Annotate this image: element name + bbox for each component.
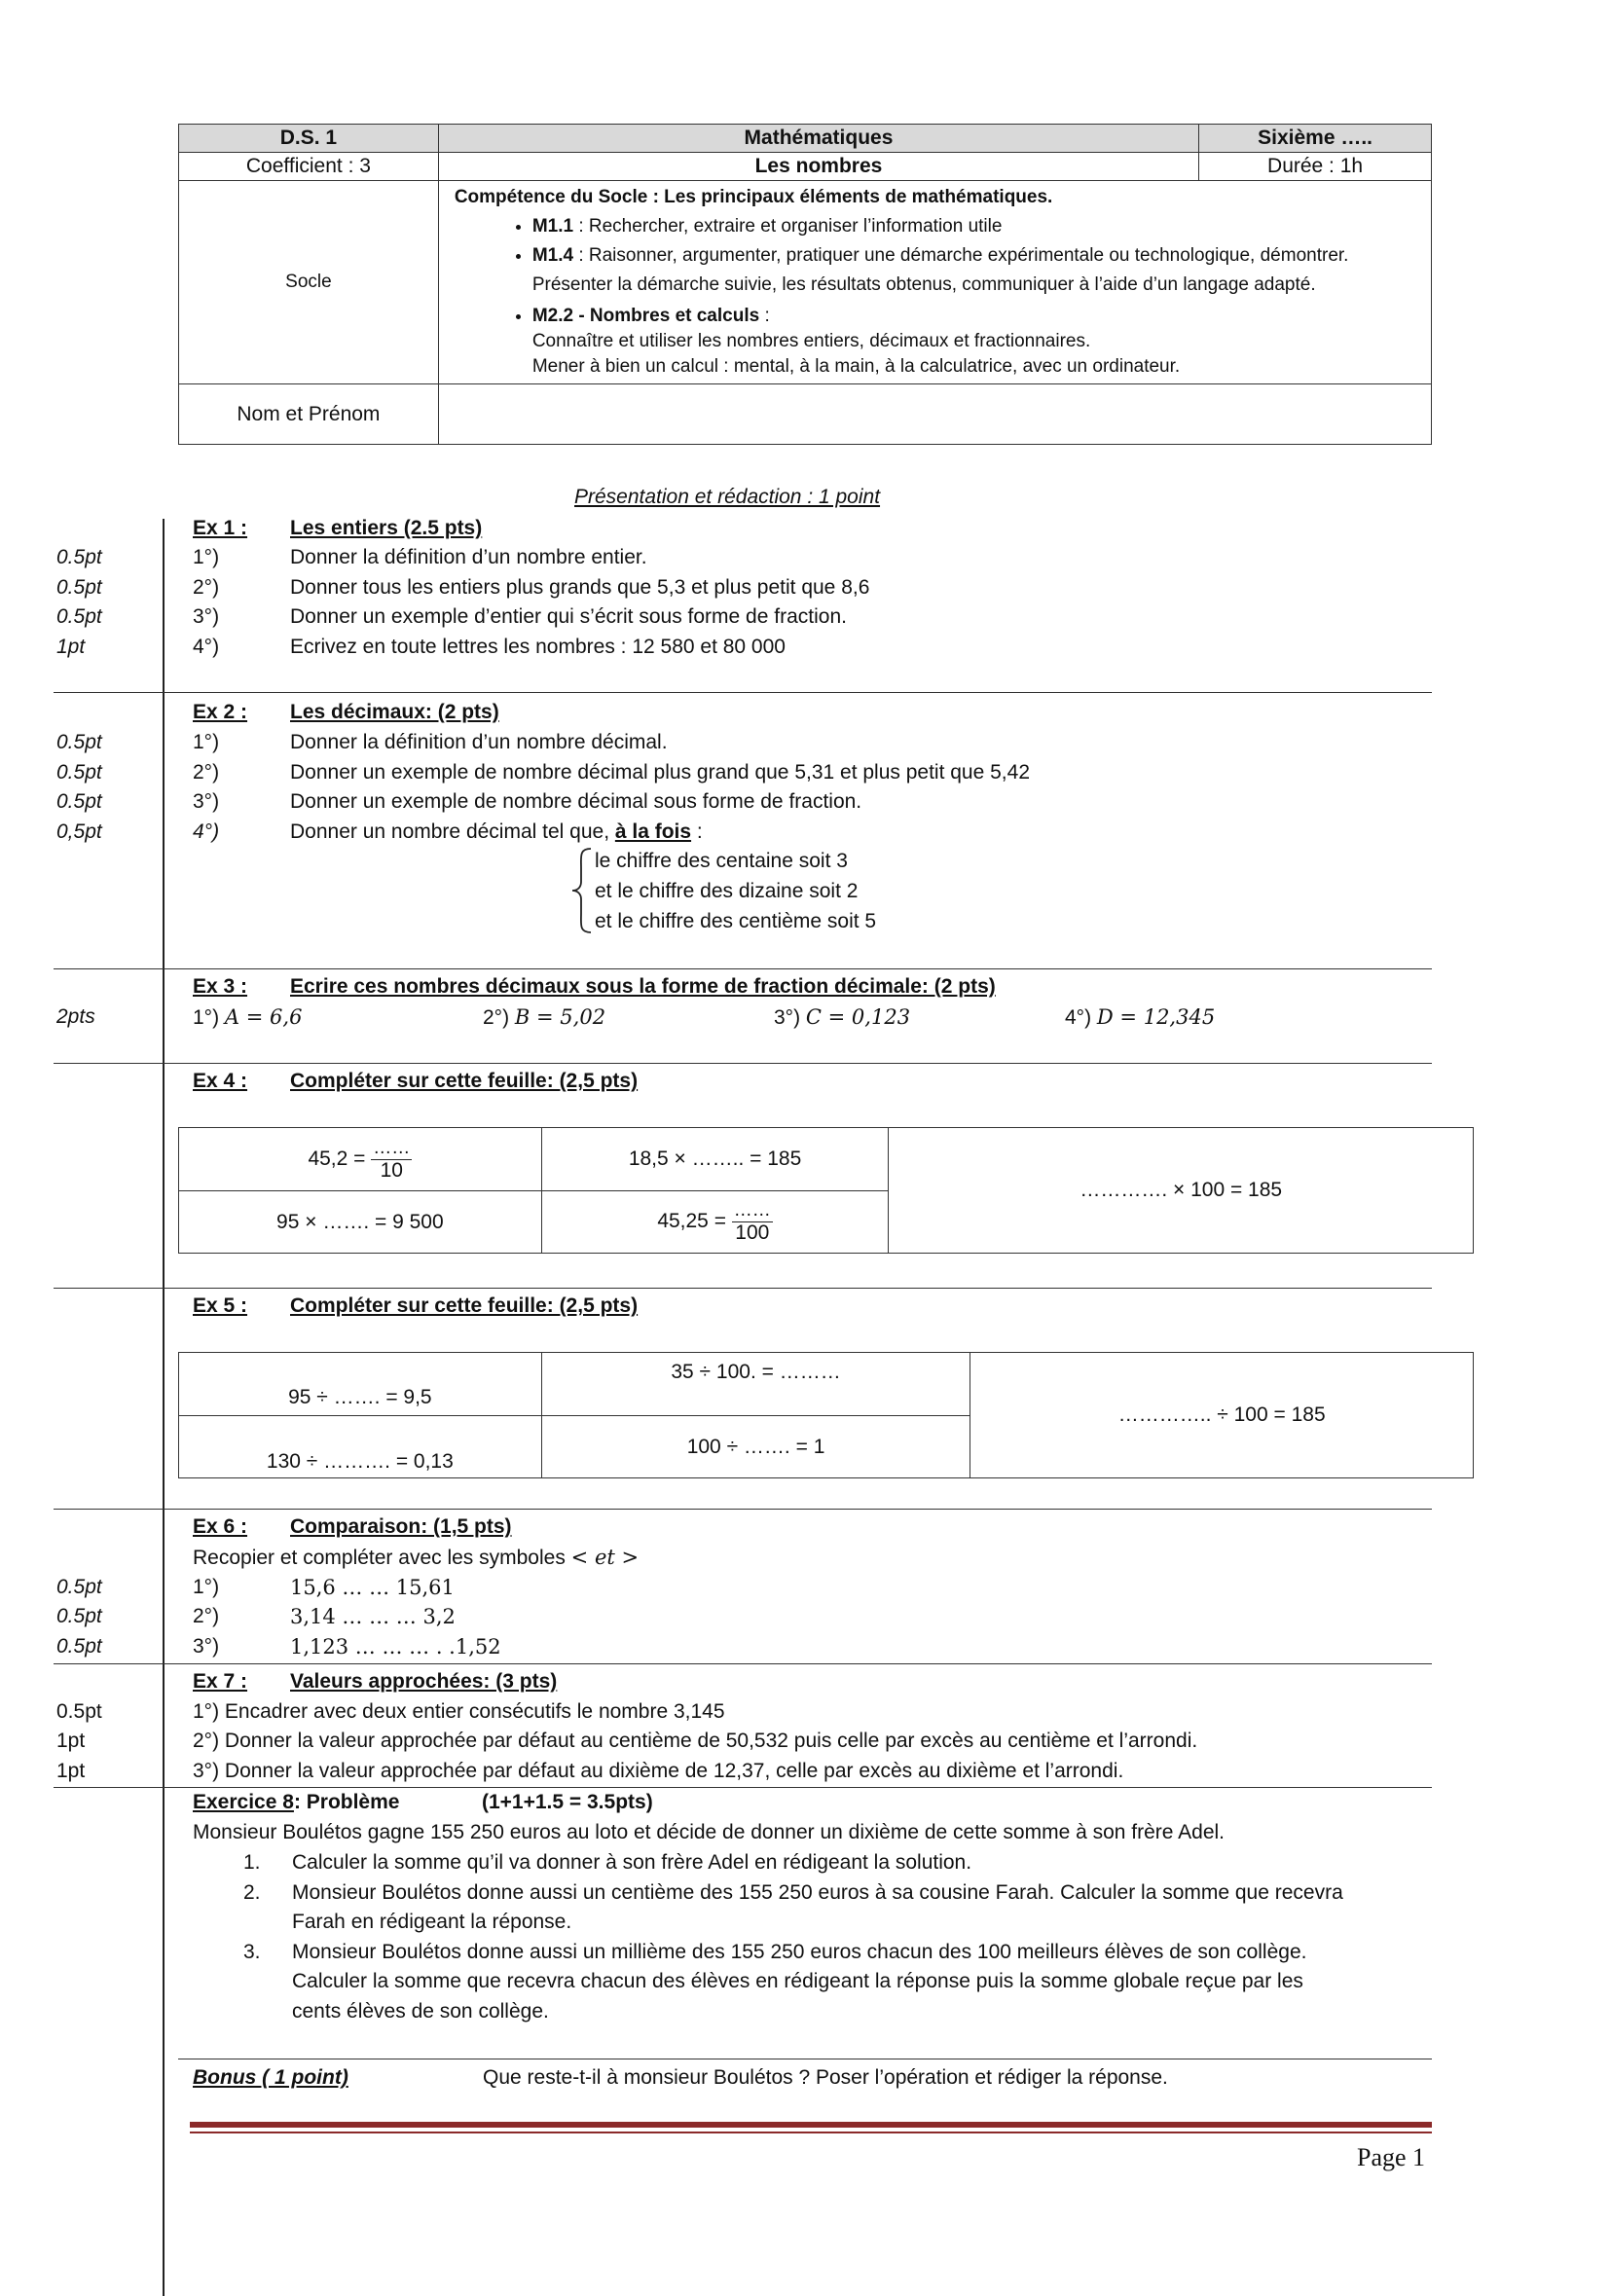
- name-label: Nom et Prénom: [179, 384, 439, 445]
- ex2-points: 0.5pt: [56, 731, 102, 753]
- ex5-cell[interactable]: ………….. ÷ 100 = 185: [970, 1353, 1474, 1478]
- ex8-item-number: 2.: [243, 1881, 261, 1904]
- ex5-grid: [178, 1352, 1474, 1478]
- ex2-condition: et le chiffre des dizaine soit 2: [595, 880, 859, 902]
- ex8-item-line: Farah en rédigeant la réponse.: [292, 1911, 572, 1933]
- name-field[interactable]: [438, 384, 1431, 445]
- ex2-question: Donner un exemple de nombre décimal plus grand que 5,31 et plus petit que 5,42: [290, 761, 1030, 784]
- ex2-item-number: 4°): [193, 820, 220, 843]
- ex5-cell[interactable]: 100 ÷ ……. = 1: [541, 1416, 970, 1478]
- topic-label: Les nombres: [438, 153, 1198, 181]
- ex7-title: Valeurs approchées: (3 pts): [290, 1670, 558, 1693]
- subject-label: Mathématiques: [438, 125, 1198, 153]
- bonus-text: Que reste-t-il à monsieur Boulétos ? Poser l’opération et rédiger la réponse.: [483, 2066, 1168, 2089]
- competences-cell: [438, 181, 1431, 384]
- ex8-item-line: Monsieur Boulétos donne aussi un millième des 155 250 euros chacun des 100 meilleurs élèves de son collège.: [292, 1941, 1307, 1963]
- ex3-number: Ex 3 :: [193, 975, 248, 998]
- ex8-intro: Monsieur Boulétos gagne 155 250 euros au loto et décide de donner un dixième de cette somme à son frère Adel.: [193, 1821, 1226, 1843]
- ex1-item-number: 1°): [193, 546, 220, 568]
- ex8-item-line: Monsieur Boulétos donne aussi un centième des 155 250 euros à sa cousine Farah. Calculer la somme que recevra: [292, 1881, 1343, 1904]
- separator: [54, 1663, 1432, 1664]
- ex5-cell[interactable]: 35 ÷ 100. = ………: [541, 1353, 970, 1416]
- ex2-question: Donner un exemple de nombre décimal sous forme de fraction.: [290, 790, 862, 813]
- ex8-item-number: 3.: [243, 1941, 261, 1963]
- separator: [54, 968, 1432, 969]
- ex1-points: 1pt: [56, 636, 86, 658]
- ex2-points: 0.5pt: [56, 790, 102, 813]
- competence-title: Compétence du Socle : Les principaux éléments de mathématiques.: [454, 187, 1053, 207]
- ex3-points: 2pts: [56, 1005, 95, 1028]
- competence-item: • M1.1 : Rechercher, extraire et organiser l’information utile: [532, 212, 1417, 241]
- ex6-expression: 1,123 … … … . .1,52: [290, 1635, 501, 1658]
- competence-item: • M2.2 - Nombres et calculs : Connaître et utiliser les nombres entiers, décimaux et fractionnaires. Mener à bien un calcul : mental, à la main, à la calculatrice, avec un ordinateur.: [532, 304, 1417, 380]
- ex7-points: 1pt: [56, 1730, 86, 1752]
- socle-label: Socle: [179, 181, 439, 384]
- footer-rule: [190, 2132, 1432, 2133]
- ex2-points: 0.5pt: [56, 761, 102, 784]
- ex2-points: 0,5pt: [56, 820, 102, 843]
- ex5-title: Compléter sur cette feuille: (2,5 pts): [290, 1294, 639, 1317]
- competence-list: [455, 212, 1417, 380]
- ex6-item-number: 2°): [193, 1605, 220, 1627]
- ex2-item-number: 2°): [193, 761, 220, 784]
- ex1-points: 0.5pt: [56, 546, 102, 568]
- ex3-item: 4°) D = 12,345: [1065, 1005, 1216, 1029]
- duration-label: Durée : 1h: [1199, 153, 1432, 181]
- ex2-question: Donner un nombre décimal tel que, à la fois :: [290, 820, 703, 843]
- competence-item: • M1.4 : Raisonner, argumenter, pratiquer une démarche expérimentale ou technologique, démontrer. Présenter la démarche suivie, les résultats obtenus, communiquer à l’aide d’un langage adapté.: [532, 241, 1417, 300]
- ex6-number: Ex 6 :: [193, 1515, 248, 1538]
- ex5-number: Ex 5 :: [193, 1294, 248, 1317]
- header-table: [178, 124, 1432, 445]
- ex4-cell[interactable]: 18,5 × …….. = 185: [541, 1128, 889, 1191]
- ex8-title: Exercice 8: Problème: [193, 1791, 400, 1813]
- ex7-question: 3°) Donner la valeur approchée par défaut au dixième de 12,37, celle par excès au dixième et l’arrondi.: [193, 1760, 1124, 1782]
- ex5-cell[interactable]: 95 ÷ ……. = 9,5: [179, 1353, 542, 1416]
- ex2-title: Les décimaux: (2 pts): [290, 701, 499, 723]
- ex1-question: Donner un exemple d’entier qui s’écrit sous forme de fraction.: [290, 605, 847, 628]
- ex1-question: Donner tous les entiers plus grands que 5,3 et plus petit que 8,6: [290, 576, 870, 599]
- ex1-question: Ecrivez en toute lettres les nombres : 12 580 et 80 000: [290, 636, 786, 658]
- ex2-item-number: 3°): [193, 790, 220, 813]
- ex1-question: Donner la définition d’un nombre entier.: [290, 546, 647, 568]
- ex3-item: 1°) A = 6,6: [193, 1005, 303, 1029]
- ex8-item-line: Calculer la somme que recevra chacun des élèves en rédigeant la réponse puis la somme globale reçue par les: [292, 1970, 1303, 1992]
- ex4-cell[interactable]: 95 × ……. = 9 500: [179, 1191, 542, 1254]
- ex4-title: Compléter sur cette feuille: (2,5 pts): [290, 1070, 639, 1092]
- ex6-expression: 15,6 … … 15,61: [290, 1576, 455, 1599]
- ex3-item: 3°) C = 0,123: [774, 1005, 911, 1029]
- ex4-cell[interactable]: 45,2 = $\frac{\dots\dots}{10}$: [179, 1128, 542, 1191]
- coefficient-label: Coefficient : 3: [179, 153, 439, 181]
- presentation-note: Présentation et rédaction : 1 point: [574, 486, 881, 508]
- ex8-item-line: cents élèves de son collège.: [292, 2000, 549, 2023]
- ex2-item-number: 1°): [193, 731, 220, 753]
- ex2-condition: et le chiffre des centième soit 5: [595, 910, 877, 932]
- ex4-grid: [178, 1127, 1474, 1254]
- ex7-number: Ex 7 :: [193, 1670, 248, 1693]
- ex6-title: Comparaison: (1,5 pts): [290, 1515, 512, 1538]
- ex4-cell[interactable]: …………. × 100 = 185: [889, 1128, 1474, 1254]
- ex6-points: 0.5pt: [56, 1605, 102, 1627]
- ex8-points: (1+1+1.5 = 3.5pts): [482, 1791, 653, 1813]
- separator: [54, 692, 1432, 693]
- ex3-title: Ecrire ces nombres décimaux sous la forme de fraction décimale: (2 pts): [290, 975, 996, 998]
- ex7-points: 1pt: [56, 1760, 86, 1782]
- ds-label: D.S. 1: [179, 125, 439, 153]
- ex2-number: Ex 2 :: [193, 701, 248, 723]
- ex1-item-number: 4°): [193, 636, 220, 658]
- ex6-expression: 3,14 … … … 3,2: [290, 1605, 456, 1628]
- level-label: Sixième …..: [1199, 125, 1432, 153]
- separator: [54, 1509, 1432, 1510]
- separator: [54, 1787, 1432, 1788]
- ex1-points: 0.5pt: [56, 605, 102, 628]
- ex1-title: Les entiers (2.5 pts): [290, 517, 483, 539]
- ex2-question: Donner la définition d’un nombre décimal.: [290, 731, 668, 753]
- ex6-item-number: 1°): [193, 1576, 220, 1598]
- ex8-item-line: Calculer la somme qu’il va donner à son frère Adel en rédigeant la solution.: [292, 1851, 972, 1874]
- ex6-points: 0.5pt: [56, 1635, 102, 1658]
- ex6-item-number: 3°): [193, 1635, 220, 1658]
- ex8-item-number: 1.: [243, 1851, 261, 1874]
- footer-rule: [190, 2122, 1432, 2128]
- ex6-points: 0.5pt: [56, 1576, 102, 1598]
- ex4-number: Ex 4 :: [193, 1070, 248, 1092]
- ex7-points: 0.5pt: [56, 1700, 102, 1723]
- ex1-item-number: 3°): [193, 605, 220, 628]
- page-number: Page 1: [1357, 2143, 1426, 2171]
- ex4-cell[interactable]: 45,25 = $\frac{\dots\dots}{100}$: [541, 1191, 889, 1254]
- ex2-condition: le chiffre des centaine soit 3: [595, 850, 848, 872]
- ex5-cell[interactable]: 130 ÷ ………. = 0,13: [179, 1416, 542, 1478]
- ex7-question: 2°) Donner la valeur approchée par défaut au centième de 50,532 puis celle par excès au centième et l’arrondi.: [193, 1730, 1198, 1752]
- ex6-instruction: Recopier et compléter avec les symboles < et >: [193, 1546, 640, 1569]
- ex7-question: 1°) Encadrer avec deux entier consécutifs le nombre 3,145: [193, 1700, 725, 1723]
- separator: [54, 1063, 1432, 1064]
- ex1-points: 0.5pt: [56, 576, 102, 599]
- ex1-number: Ex 1 :: [193, 517, 248, 539]
- ex3-item: 2°) B = 5,02: [483, 1005, 606, 1029]
- bonus-label: Bonus ( 1 point): [193, 2066, 348, 2089]
- margin-line: [163, 519, 165, 2296]
- ex1-item-number: 2°): [193, 576, 220, 599]
- separator: [54, 1288, 1432, 1289]
